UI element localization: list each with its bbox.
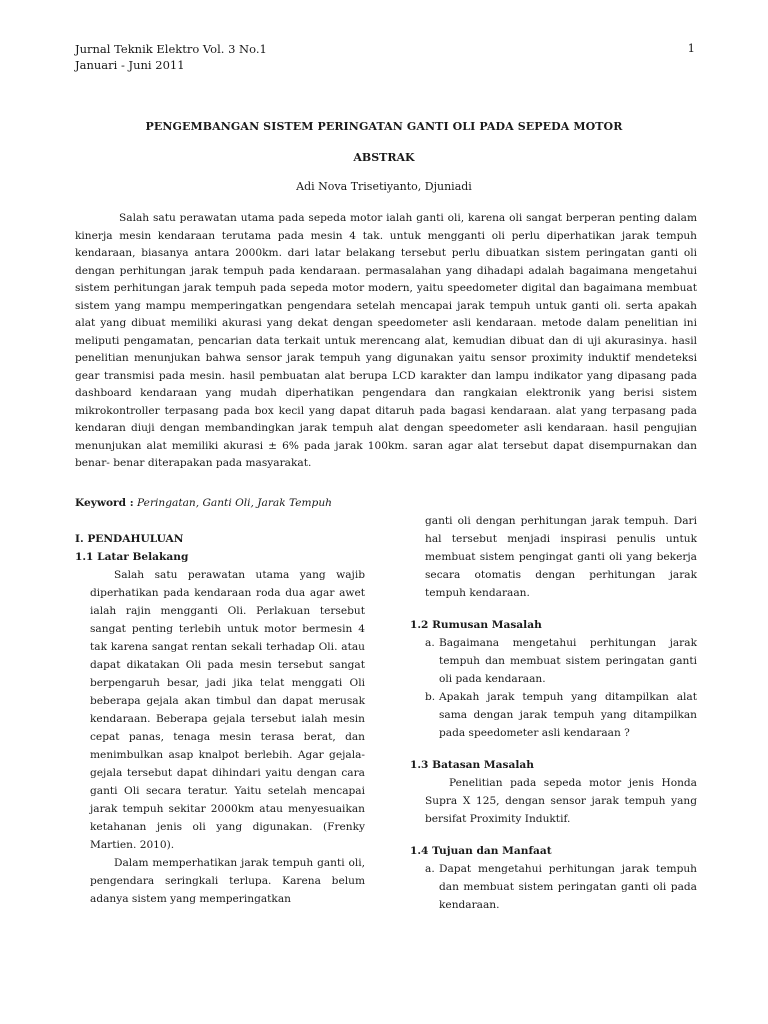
abstract bbox=[75, 210, 697, 473]
authors: Adi Nova Trisetiyanto, Djuniadi bbox=[296, 180, 472, 193]
left-column bbox=[75, 530, 365, 908]
right-column bbox=[410, 512, 697, 914]
page-number: 1 bbox=[687, 41, 695, 55]
subsection-heading-rumusan-masalah: 1.2 Rumusan Masalah bbox=[410, 619, 542, 631]
keyword-text: Peringatan, Ganti Oli, Jarak Tempuh bbox=[137, 497, 332, 509]
abstract-text: Salah satu perawatan utama pada sepeda motor ialah ganti oli, karena oli sangat berperan penting dalam kinerja mesin kendaraan terutama pada mesin 4 tak. untuk mengganti oli perlu diperhatikan jarak tempuh kendaraan, biasanya antara 2000km. dari latar belakang tersebut perlu dibuatkan sistem peringatan ganti oli dengan perhitungan jarak tempuh pada kendaraan. permasalahan yang dihadapi adalah bagaimana mengetahui sistem perhitungan jarak tempuh pada sepeda motor modern, yaitu speedometer digital dan bagaimana membuat sistem yang mampu memperingatkan pengendara setelah mencapai jarak tempuh untuk ganti oli. serta apakah alat yang dibuat memiliki akurasi yang dekat dengan speedometer asli kendaraan. metode dalam penelitian ini meliputi pengamatan, pencarian data terkait untuk merencang alat, kemudian dibuat dan di uji akurasinya. hasil penelitian menunjukan bahwa sensor jarak tempuh yang digunakan yaitu sensor proximity induktif mendeteksi gear transmisi pada mesin. hasil pembuatan alat berupa LCD karakter dan lampu indikator yang dipasang pada dashboard kendaraan yang mudah diperhatikan pengendara dan rangkaian elektronik yang berisi sistem mikrokontroller terpasang pada box kecil yang dapat ditaruh pada bagasi kendaraan. alat yang terpasang pada kendaran diuji dengan membandingkan jarak tempuh alat dengan speedometer asli kendaraan. hasil pengujian menunjukan alat memiliki akurasi ± 6% pada jarak 100km. saran agar alat tersebut dapat disempurnakan dan benar- benar diterapakan pada masyarakat. bbox=[75, 212, 697, 469]
list-marker: a. bbox=[425, 637, 435, 649]
latar-belakang-continued: ganti oli dengan perhitungan jarak tempuh. Dari hal tersebut menjadi inspirasi penulis untuk membuat sistem pengingat ganti oli yang bekerja secara otomatis dengan perhitungan jarak tempuh kendaraan. bbox=[425, 515, 697, 599]
keywords bbox=[75, 497, 332, 509]
subsection-heading-latar-belakang: 1.1 Latar Belakang bbox=[75, 551, 189, 563]
subsection-heading-tujuan-manfaat: 1.4 Tujuan dan Manfaat bbox=[410, 845, 552, 857]
latar-belakang-paragraph-2: Dalam memperhatikan jarak tempuh ganti oli, pengendara seringkali terlupa. Karena belum adanya sistem yang memperingatkan bbox=[90, 857, 365, 905]
list-marker: b. bbox=[425, 691, 436, 703]
section-heading-pendahuluan: I. PENDAHULUAN bbox=[75, 533, 184, 545]
list-item-text: Apakah jarak tempuh yang ditampilkan alat sama dengan jarak tempuh yang ditampilkan pada speedometer asli kendaraan ? bbox=[439, 691, 697, 739]
latar-belakang-paragraph-1: Salah satu perawatan utama yang wajib diperhatikan pada kendaraan roda dua agar awet ialah rajin mengganti Oli. Perlakuan tersebut sangat penting terlebih untuk motor bermesin 4 tak karena sangat rentan sekali terhadap Oli. atau dapat dikatakan Oli pada mesin tersebut sangat berpengaruh besar, jadi jika telat menggati Oli beberapa gejala akan timbul dan dapat merusak kendaraan. Beberapa gejala tersebut ialah mesin cepat panas, tenaga mesin terasa berat, dan menimbulkan asap knalpot berlebih. Agar gejala-gejala tersebut dapat dihindari yaitu dengan cara ganti Oli secara teratur. Yaitu setelah mencapai jarak tempuh sekitar 2000km atau menyesuaikan ketahanan jenis oli yang digunakan. (Frenky Martien. 2010). bbox=[90, 569, 365, 851]
list-item-text: Bagaimana mengetahui perhitungan jarak tempuh dan membuat sistem peringatan ganti oli pada kendaraan. bbox=[439, 637, 697, 685]
abstract-heading: ABSTRAK bbox=[353, 151, 415, 164]
journal-header bbox=[75, 41, 267, 73]
batasan-masalah-text: Penelitian pada sepeda motor jenis Honda Supra X 125, dengan sensor jarak tempuh yang bersifat Proximity Induktif. bbox=[425, 777, 697, 825]
paper-title: PENGEMBANGAN SISTEM PERINGATAN GANTI OLI PADA SEPEDA MOTOR bbox=[145, 120, 623, 133]
list-item-text: Dapat mengetahui perhitungan jarak tempuh dan membuat sistem peringatan ganti oli pada kendaraan. bbox=[439, 863, 697, 911]
journal-period: Januari - Juni 2011 bbox=[75, 58, 185, 72]
list-marker: a. bbox=[425, 863, 435, 875]
keyword-label: Keyword : bbox=[75, 497, 134, 509]
journal-name: Jurnal Teknik Elektro Vol. 3 No.1 bbox=[75, 42, 267, 56]
list-item bbox=[425, 634, 697, 688]
list-item bbox=[425, 688, 697, 742]
list-item bbox=[425, 860, 697, 914]
subsection-heading-batasan-masalah: 1.3 Batasan Masalah bbox=[410, 759, 534, 771]
